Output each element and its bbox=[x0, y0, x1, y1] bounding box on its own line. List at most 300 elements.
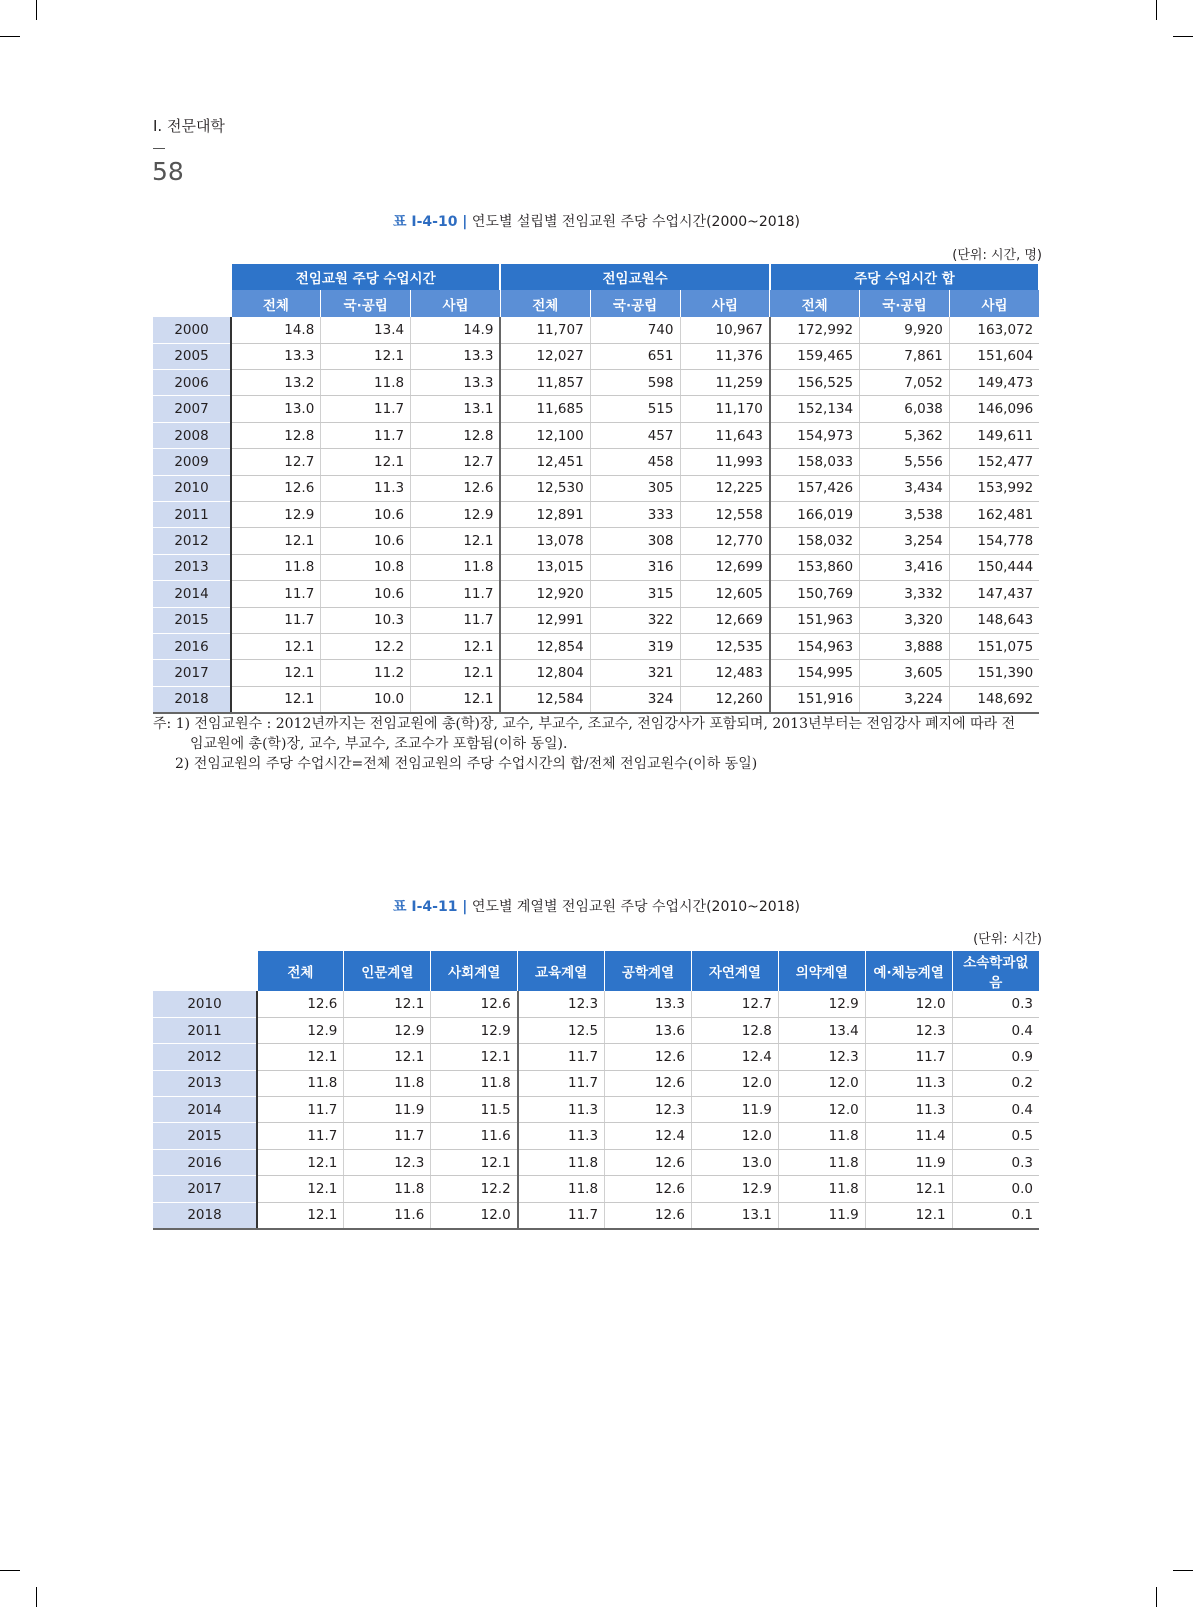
table1-row bbox=[153, 396, 1039, 422]
table1-caption-title: 연도별 설립별 전임교원 주당 수업시간(2000~2018) bbox=[471, 214, 800, 230]
table1-cell: 11,707 bbox=[500, 317, 590, 343]
table2-cell: 11.8 bbox=[518, 1176, 605, 1202]
table2-cell: 0.3 bbox=[952, 1149, 1039, 1175]
table1-subheader: 전체 bbox=[231, 290, 321, 316]
table1-cell: 12.7 bbox=[231, 449, 321, 475]
table2-cell: 12.7 bbox=[691, 991, 778, 1017]
table1-corner bbox=[153, 264, 231, 290]
table1-cell: 11.2 bbox=[321, 660, 411, 686]
table1-subheader: 사립 bbox=[680, 290, 770, 316]
table1-cell: 151,390 bbox=[949, 660, 1039, 686]
table1-cell: 7,861 bbox=[860, 343, 950, 369]
table1-cell: 3,888 bbox=[860, 633, 950, 659]
table2-header: 공학계열 bbox=[605, 951, 692, 991]
table2-header: 예·체능계열 bbox=[865, 951, 952, 991]
table2-cell: 12.1 bbox=[257, 1176, 344, 1202]
table2-cell: 11.7 bbox=[257, 1097, 344, 1123]
table2-cell: 12.0 bbox=[691, 1123, 778, 1149]
table1-subheader: 사립 bbox=[949, 290, 1039, 316]
table1-cell: 5,362 bbox=[860, 422, 950, 448]
table1-cell: 159,465 bbox=[770, 343, 860, 369]
table2-caption-title: 연도별 계열별 전임교원 주당 수업시간(2010~2018) bbox=[471, 899, 800, 915]
table1-cell: 172,992 bbox=[770, 317, 860, 343]
table1-cell: 11,259 bbox=[680, 370, 770, 396]
table1-cell: 12.1 bbox=[321, 449, 411, 475]
table1-cell: 12.1 bbox=[321, 343, 411, 369]
table1-cell: 10.6 bbox=[321, 581, 411, 607]
table1-subheader: 전체 bbox=[770, 290, 860, 316]
table2-row bbox=[153, 1123, 1039, 1149]
table1-cell: 149,473 bbox=[949, 370, 1039, 396]
table2-cell: 11.8 bbox=[778, 1176, 865, 1202]
table1-subheader: 사립 bbox=[411, 290, 501, 316]
table1-cell: 598 bbox=[590, 370, 680, 396]
table1-cell: 13.3 bbox=[231, 343, 321, 369]
table2-header: 인문계열 bbox=[344, 951, 431, 991]
table2-cell: 12.3 bbox=[865, 1017, 952, 1043]
table1-cell: 11.8 bbox=[321, 370, 411, 396]
table1-cell: 11.3 bbox=[321, 475, 411, 501]
table1-year-cell: 2015 bbox=[153, 607, 231, 633]
table2-cell: 12.6 bbox=[257, 991, 344, 1017]
table1-year-cell: 2008 bbox=[153, 422, 231, 448]
table2-cell: 12.3 bbox=[518, 991, 605, 1017]
crop-mark bbox=[1156, 1587, 1157, 1607]
table1-cell: 166,019 bbox=[770, 502, 860, 528]
table1-year-cell: 2009 bbox=[153, 449, 231, 475]
table1-unit: (단위: 시간, 명) bbox=[952, 248, 1042, 263]
crop-mark bbox=[1156, 0, 1157, 20]
table1-cell: 148,692 bbox=[949, 686, 1039, 712]
table2 bbox=[153, 951, 1039, 1230]
table1-cell: 12,584 bbox=[500, 686, 590, 712]
table1-cell: 150,769 bbox=[770, 581, 860, 607]
table2-header: 소속학과없음 bbox=[952, 951, 1039, 991]
table2-cell: 12.1 bbox=[431, 1044, 518, 1070]
table1-cell: 12.1 bbox=[411, 660, 501, 686]
crop-mark bbox=[1173, 36, 1193, 37]
table1-cell: 150,444 bbox=[949, 554, 1039, 580]
table2-row bbox=[153, 991, 1039, 1017]
table1-year-cell: 2013 bbox=[153, 554, 231, 580]
table1-cell: 148,643 bbox=[949, 607, 1039, 633]
table1-cell: 12,535 bbox=[680, 633, 770, 659]
table2-cell: 12.0 bbox=[865, 991, 952, 1017]
table1-cell: 3,605 bbox=[860, 660, 950, 686]
table1-cell: 12,225 bbox=[680, 475, 770, 501]
table2-corner bbox=[153, 951, 257, 991]
table2-cell: 13.1 bbox=[691, 1202, 778, 1228]
table1-cell: 11.7 bbox=[411, 581, 501, 607]
table1-subheader: 전체 bbox=[500, 290, 590, 316]
table2-cell: 12.0 bbox=[778, 1097, 865, 1123]
table2-cell: 12.9 bbox=[691, 1176, 778, 1202]
table1-cell: 12,770 bbox=[680, 528, 770, 554]
table1-cell: 14.8 bbox=[231, 317, 321, 343]
table2-header: 의약계열 bbox=[778, 951, 865, 991]
table1-year-cell: 2014 bbox=[153, 581, 231, 607]
table2-cell: 11.3 bbox=[865, 1070, 952, 1096]
table1-cell: 6,038 bbox=[860, 396, 950, 422]
table2-year-cell: 2014 bbox=[153, 1097, 257, 1123]
table1-cell: 3,416 bbox=[860, 554, 950, 580]
table1-cell: 319 bbox=[590, 633, 680, 659]
table1-cell: 151,604 bbox=[949, 343, 1039, 369]
table1-cell: 3,254 bbox=[860, 528, 950, 554]
table2-cell: 12.6 bbox=[605, 1070, 692, 1096]
table1-row bbox=[153, 502, 1039, 528]
table2-header: 교육계열 bbox=[518, 951, 605, 991]
table2-caption-number: 표 Ⅰ-4-11 | bbox=[392, 899, 468, 915]
table1-cell: 13,015 bbox=[500, 554, 590, 580]
table2-cell: 11.7 bbox=[257, 1123, 344, 1149]
table2-cell: 12.2 bbox=[431, 1176, 518, 1202]
table2-row bbox=[153, 1044, 1039, 1070]
table1-cell: 12.2 bbox=[321, 633, 411, 659]
table2-cell: 11.5 bbox=[431, 1097, 518, 1123]
table1-cell: 154,973 bbox=[770, 422, 860, 448]
table1-cell: 153,860 bbox=[770, 554, 860, 580]
table1-cell: 12,920 bbox=[500, 581, 590, 607]
table1-cell: 153,992 bbox=[949, 475, 1039, 501]
table1-group-header: 전임교원 주당 수업시간 bbox=[231, 264, 500, 290]
table1-cell: 12.1 bbox=[231, 633, 321, 659]
table2-cell: 11.8 bbox=[778, 1123, 865, 1149]
table2-header: 자연계열 bbox=[691, 951, 778, 991]
table1-cell: 315 bbox=[590, 581, 680, 607]
table1-cell: 321 bbox=[590, 660, 680, 686]
table2-unit: (단위: 시간) bbox=[973, 932, 1042, 947]
table2-cell: 0.0 bbox=[952, 1176, 1039, 1202]
table1-cell: 322 bbox=[590, 607, 680, 633]
table1-subheader-row bbox=[153, 290, 1039, 316]
table1-row bbox=[153, 317, 1039, 343]
table1-year-cell: 2017 bbox=[153, 660, 231, 686]
table2-caption bbox=[0, 896, 1193, 916]
table1-year-cell: 2018 bbox=[153, 686, 231, 712]
table1-cell: 10,967 bbox=[680, 317, 770, 343]
crop-mark bbox=[0, 1570, 20, 1571]
table2-header: 전체 bbox=[257, 951, 344, 991]
table1-cell: 11.7 bbox=[411, 607, 501, 633]
table1-cell: 12,558 bbox=[680, 502, 770, 528]
table2-cell: 11.7 bbox=[518, 1070, 605, 1096]
table2-cell: 12.4 bbox=[691, 1044, 778, 1070]
table1-cell: 158,032 bbox=[770, 528, 860, 554]
table1-cell: 13.2 bbox=[231, 370, 321, 396]
crop-mark bbox=[36, 1587, 37, 1607]
table1-row bbox=[153, 581, 1039, 607]
table2-cell: 12.1 bbox=[865, 1176, 952, 1202]
table2-cell: 11.8 bbox=[257, 1070, 344, 1096]
table1-cell: 154,963 bbox=[770, 633, 860, 659]
table1-cell: 12,605 bbox=[680, 581, 770, 607]
table2-row bbox=[153, 1097, 1039, 1123]
table1-cell: 12.1 bbox=[411, 633, 501, 659]
table1-cell: 14.9 bbox=[411, 317, 501, 343]
table1-cell: 11.8 bbox=[231, 554, 321, 580]
table1-cell: 11,993 bbox=[680, 449, 770, 475]
table1-row bbox=[153, 449, 1039, 475]
table1-cell: 10.8 bbox=[321, 554, 411, 580]
table1-cell: 10.6 bbox=[321, 528, 411, 554]
table1-cell: 11.8 bbox=[411, 554, 501, 580]
table1-cell: 12.1 bbox=[231, 660, 321, 686]
table1-cell: 12,530 bbox=[500, 475, 590, 501]
table1-cell: 3,434 bbox=[860, 475, 950, 501]
table1-corner bbox=[153, 290, 231, 316]
table1-cell: 7,052 bbox=[860, 370, 950, 396]
table2-cell: 13.6 bbox=[605, 1017, 692, 1043]
table1-cell: 308 bbox=[590, 528, 680, 554]
table2-cell: 12.6 bbox=[431, 991, 518, 1017]
table2-cell: 12.4 bbox=[605, 1123, 692, 1149]
table2-cell: 12.3 bbox=[344, 1149, 431, 1175]
table2-cell: 12.9 bbox=[257, 1017, 344, 1043]
table1-cell: 12,451 bbox=[500, 449, 590, 475]
table1-cell: 11.7 bbox=[231, 607, 321, 633]
table2-cell: 12.6 bbox=[605, 1176, 692, 1202]
table2-cell: 12.9 bbox=[778, 991, 865, 1017]
table2-cell: 0.4 bbox=[952, 1097, 1039, 1123]
table2-cell: 12.1 bbox=[344, 1044, 431, 1070]
crop-mark bbox=[1173, 1570, 1193, 1571]
table1-cell: 3,538 bbox=[860, 502, 950, 528]
table1-cell: 333 bbox=[590, 502, 680, 528]
table2-year-cell: 2018 bbox=[153, 1202, 257, 1228]
table2-cell: 13.4 bbox=[778, 1017, 865, 1043]
table1-note: 2) 전임교원의 주당 수업시간=전체 전임교원의 주당 수업시간의 합/전체 전임교원수(이하 동일) bbox=[175, 756, 758, 772]
table1-cell: 11.7 bbox=[231, 581, 321, 607]
table2-cell: 12.1 bbox=[431, 1149, 518, 1175]
table2-cell: 0.2 bbox=[952, 1070, 1039, 1096]
table1-cell: 515 bbox=[590, 396, 680, 422]
table1-cell: 11,376 bbox=[680, 343, 770, 369]
table1-cell: 12.6 bbox=[411, 475, 501, 501]
table1-cell: 12,669 bbox=[680, 607, 770, 633]
table1-cell: 156,525 bbox=[770, 370, 860, 396]
table1-group-header: 전임교원수 bbox=[500, 264, 769, 290]
table2-cell: 11.3 bbox=[865, 1097, 952, 1123]
table1-cell: 13.0 bbox=[231, 396, 321, 422]
table1-cell: 9,920 bbox=[860, 317, 950, 343]
table2-row bbox=[153, 1149, 1039, 1175]
table2-row bbox=[153, 1070, 1039, 1096]
table1-cell: 146,096 bbox=[949, 396, 1039, 422]
table2-cell: 11.3 bbox=[518, 1123, 605, 1149]
table1-cell: 12.8 bbox=[411, 422, 501, 448]
table1-cell: 158,033 bbox=[770, 449, 860, 475]
table1-cell: 152,134 bbox=[770, 396, 860, 422]
table1-row bbox=[153, 343, 1039, 369]
table2-cell: 11.7 bbox=[518, 1044, 605, 1070]
table1-cell: 13.3 bbox=[411, 370, 501, 396]
table2-year-cell: 2017 bbox=[153, 1176, 257, 1202]
table2-cell: 13.3 bbox=[605, 991, 692, 1017]
table2-cell: 12.0 bbox=[778, 1070, 865, 1096]
table1-cell: 11,685 bbox=[500, 396, 590, 422]
table2-cell: 11.7 bbox=[865, 1044, 952, 1070]
table2-row bbox=[153, 1017, 1039, 1043]
table1-cell: 13.3 bbox=[411, 343, 501, 369]
table1-caption-number: 표 Ⅰ-4-10 | bbox=[392, 214, 468, 230]
table2-cell: 11.8 bbox=[344, 1070, 431, 1096]
table1-cell: 457 bbox=[590, 422, 680, 448]
table2-year-cell: 2011 bbox=[153, 1017, 257, 1043]
table1-cell: 12,027 bbox=[500, 343, 590, 369]
table1-subheader: 국·공립 bbox=[590, 290, 680, 316]
table1-year-cell: 2005 bbox=[153, 343, 231, 369]
table2-cell: 11.3 bbox=[518, 1097, 605, 1123]
table1-note: 주: 1) 전임교원수 : 2012년까지는 전임교원에 총(학)장, 교수, 부교수, 조교수, 전임강사가 포함되며, 2013년부터는 전임강사 폐지에 따라 전 bbox=[153, 716, 1016, 732]
table1-cell: 12,260 bbox=[680, 686, 770, 712]
divider bbox=[153, 148, 165, 149]
table1-cell: 10.6 bbox=[321, 502, 411, 528]
table2-year-cell: 2012 bbox=[153, 1044, 257, 1070]
table1-cell: 151,963 bbox=[770, 607, 860, 633]
table1-subheader: 국·공립 bbox=[860, 290, 950, 316]
table2-cell: 11.7 bbox=[344, 1123, 431, 1149]
table2-cell: 11.8 bbox=[431, 1070, 518, 1096]
table2-cell: 12.3 bbox=[605, 1097, 692, 1123]
table1-cell: 151,916 bbox=[770, 686, 860, 712]
table1-cell: 5,556 bbox=[860, 449, 950, 475]
table1-year-cell: 2011 bbox=[153, 502, 231, 528]
table2-cell: 12.3 bbox=[778, 1044, 865, 1070]
table1-cell: 12,891 bbox=[500, 502, 590, 528]
table2-row bbox=[153, 1176, 1039, 1202]
table1-cell: 11.7 bbox=[321, 422, 411, 448]
table1-cell: 12,854 bbox=[500, 633, 590, 659]
table1-cell: 305 bbox=[590, 475, 680, 501]
table1-cell: 11.7 bbox=[321, 396, 411, 422]
table1-row bbox=[153, 686, 1039, 712]
table2-year-cell: 2015 bbox=[153, 1123, 257, 1149]
table1-cell: 12,100 bbox=[500, 422, 590, 448]
table1-cell: 12.1 bbox=[411, 686, 501, 712]
table1-cell: 651 bbox=[590, 343, 680, 369]
table2-cell: 11.9 bbox=[691, 1097, 778, 1123]
table2-cell: 11.6 bbox=[431, 1123, 518, 1149]
table2-cell: 12.8 bbox=[691, 1017, 778, 1043]
table2-cell: 11.6 bbox=[344, 1202, 431, 1228]
table2-cell: 12.1 bbox=[257, 1149, 344, 1175]
table1-cell: 12.8 bbox=[231, 422, 321, 448]
table1-cell: 162,481 bbox=[949, 502, 1039, 528]
table1-cell: 11,857 bbox=[500, 370, 590, 396]
crop-mark bbox=[0, 36, 20, 37]
table2-cell: 11.9 bbox=[344, 1097, 431, 1123]
table1-year-cell: 2007 bbox=[153, 396, 231, 422]
table2-cell: 11.9 bbox=[778, 1202, 865, 1228]
table2-cell: 11.7 bbox=[518, 1202, 605, 1228]
table2-cell: 12.6 bbox=[605, 1044, 692, 1070]
table1-row bbox=[153, 633, 1039, 659]
table1-cell: 12.9 bbox=[411, 502, 501, 528]
table1-year-cell: 2010 bbox=[153, 475, 231, 501]
table1-cell: 152,477 bbox=[949, 449, 1039, 475]
table2-cell: 12.9 bbox=[344, 1017, 431, 1043]
page-number: 58 bbox=[152, 157, 184, 186]
table2-row bbox=[153, 1202, 1039, 1228]
table2-header-row bbox=[153, 951, 1039, 991]
table1-cell: 740 bbox=[590, 317, 680, 343]
table2-cell: 0.9 bbox=[952, 1044, 1039, 1070]
table1-cell: 157,426 bbox=[770, 475, 860, 501]
table2-cell: 11.9 bbox=[865, 1149, 952, 1175]
table1-row bbox=[153, 475, 1039, 501]
table1-cell: 12.6 bbox=[231, 475, 321, 501]
table2-cell: 0.5 bbox=[952, 1123, 1039, 1149]
table1-cell: 12,991 bbox=[500, 607, 590, 633]
table2-year-cell: 2016 bbox=[153, 1149, 257, 1175]
table2-cell: 12.6 bbox=[605, 1149, 692, 1175]
table2-cell: 0.4 bbox=[952, 1017, 1039, 1043]
table1-cell: 10.3 bbox=[321, 607, 411, 633]
table1-cell: 13.1 bbox=[411, 396, 501, 422]
table2-cell: 12.9 bbox=[431, 1017, 518, 1043]
table1-row bbox=[153, 370, 1039, 396]
table1-cell: 12.1 bbox=[231, 686, 321, 712]
table1-group-header: 주당 수업시간 합 bbox=[770, 264, 1039, 290]
table2-year-cell: 2010 bbox=[153, 991, 257, 1017]
table1-cell: 316 bbox=[590, 554, 680, 580]
table1-row bbox=[153, 607, 1039, 633]
table2-cell: 11.4 bbox=[865, 1123, 952, 1149]
table1-cell: 13.4 bbox=[321, 317, 411, 343]
table2-cell: 11.8 bbox=[344, 1176, 431, 1202]
table1-cell: 11,170 bbox=[680, 396, 770, 422]
table1-year-cell: 2006 bbox=[153, 370, 231, 396]
table1-row bbox=[153, 528, 1039, 554]
table1 bbox=[153, 264, 1040, 714]
table1-row bbox=[153, 554, 1039, 580]
table2-cell: 12.1 bbox=[257, 1044, 344, 1070]
table1-cell: 149,611 bbox=[949, 422, 1039, 448]
table2-cell: 13.0 bbox=[691, 1149, 778, 1175]
table2-header: 사회계열 bbox=[431, 951, 518, 991]
table1-cell: 3,224 bbox=[860, 686, 950, 712]
table2-cell: 12.1 bbox=[257, 1202, 344, 1228]
table1-year-cell: 2000 bbox=[153, 317, 231, 343]
table1-year-cell: 2016 bbox=[153, 633, 231, 659]
table1-cell: 12,699 bbox=[680, 554, 770, 580]
table2-cell: 12.0 bbox=[431, 1202, 518, 1228]
table2-cell: 0.1 bbox=[952, 1202, 1039, 1228]
table1-subheader: 국·공립 bbox=[321, 290, 411, 316]
table1-row bbox=[153, 660, 1039, 686]
table1-group-header-row bbox=[153, 264, 1039, 290]
table2-year-cell: 2013 bbox=[153, 1070, 257, 1096]
table1-cell: 154,995 bbox=[770, 660, 860, 686]
table2-cell: 12.0 bbox=[691, 1070, 778, 1096]
table1-note: 임교원에 총(학)장, 교수, 부교수, 조교수가 포함됨(이하 동일). bbox=[190, 736, 568, 752]
table1-cell: 3,332 bbox=[860, 581, 950, 607]
table2-cell: 12.1 bbox=[344, 991, 431, 1017]
table2-cell: 11.8 bbox=[778, 1149, 865, 1175]
table1-year-cell: 2012 bbox=[153, 528, 231, 554]
table1-cell: 12.1 bbox=[231, 528, 321, 554]
table1-cell: 324 bbox=[590, 686, 680, 712]
table1-cell: 147,437 bbox=[949, 581, 1039, 607]
table2-cell: 11.8 bbox=[518, 1149, 605, 1175]
table1-cell: 458 bbox=[590, 449, 680, 475]
table2-cell: 12.1 bbox=[865, 1202, 952, 1228]
table1-cell: 3,320 bbox=[860, 607, 950, 633]
section-title: Ⅰ. 전문대학 bbox=[153, 117, 225, 135]
table1-caption bbox=[0, 211, 1193, 231]
table1-cell: 12,804 bbox=[500, 660, 590, 686]
